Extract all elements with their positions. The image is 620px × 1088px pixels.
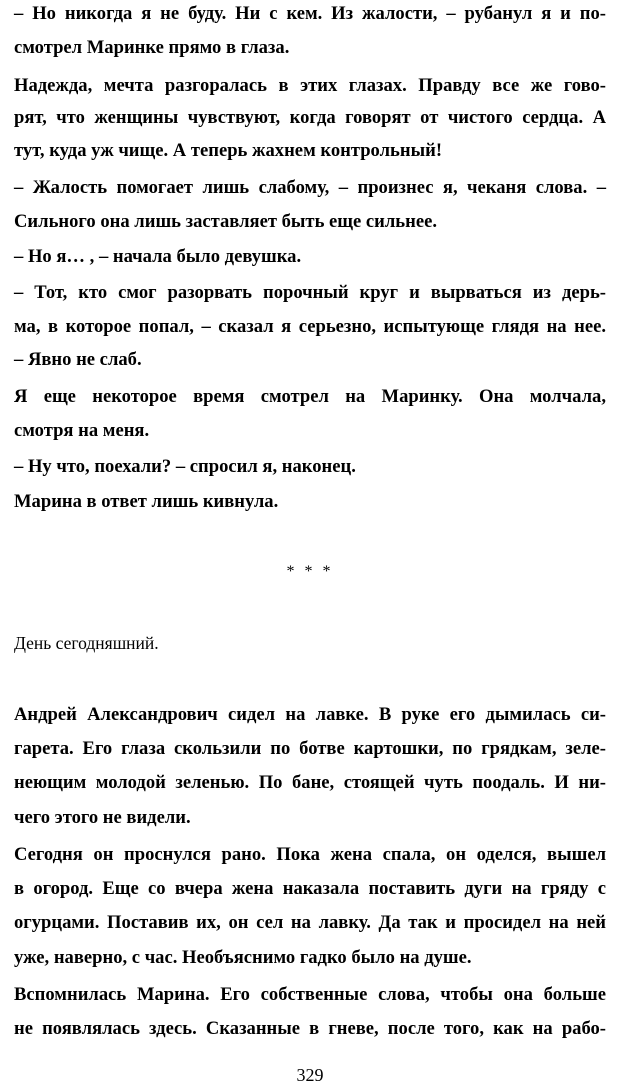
text-line: Сильного она лишь заставляет быть еще сильнее. <box>14 211 437 232</box>
page-number: 329 <box>296 1065 324 1085</box>
text-line: Андрей Александрович сидел на лавке. В руке его дымилась си- <box>14 704 606 725</box>
text-line: в огород. Еще со вчера жена наказала поставить дуги на гряду с <box>14 878 606 899</box>
scene-separator: * * * <box>286 563 334 580</box>
text-line: огурцами. Поставив их, он сел на лавку. Да так и просидел на ней <box>14 912 606 933</box>
text-line: Сегодня он проснулся рано. Пока жена спала, он оделся, вышел <box>14 844 606 865</box>
text-line: – Явно не слаб. <box>14 349 142 370</box>
text-line: ма, в которое попал, – сказал я серьезно, испытующе глядя на нее. <box>14 316 606 337</box>
text-line: не появлялась здесь. Сказанные в гневе, после того, как на рабо- <box>14 1018 606 1039</box>
text-line: – Жалость помогает лишь слабому, – произнес я, чеканя слова. – <box>14 177 606 198</box>
text-line: Я еще некоторое время смотрел на Маринку. Она молчала, <box>14 386 606 407</box>
text-line: гарета. Его глаза скользили по ботве картошки, по грядкам, зеле- <box>14 738 606 759</box>
text-line: Марина в ответ лишь кивнула. <box>14 491 279 512</box>
text-line: Надежда, мечта разгоралась в этих глазах. Правду все же гово- <box>14 75 606 96</box>
text-line: рят, что женщины чувствуют, когда говорят от чистого сердца. А <box>14 107 606 128</box>
text-line: смотрел Маринке прямо в глаза. <box>14 37 290 58</box>
text-line: тут, куда уж чище. А теперь жахнем контрольный! <box>14 140 443 161</box>
text-line: – Ну что, поехали? – спросил я, наконец. <box>14 456 356 477</box>
text-line: – Но я… , – начала было девушка. <box>14 246 302 267</box>
text-line: – Тот, кто смог разорвать порочный круг и вырваться из дерь- <box>14 282 606 303</box>
text-line: смотря на меня. <box>14 420 150 441</box>
text-line: чего этого не видели. <box>14 807 191 828</box>
text-line: Вспомнилась Марина. Его собственные слова, чтобы она больше <box>14 984 606 1005</box>
text-line: уже, наверно, с час. Необъяснимо гадко было на душе. <box>14 947 472 968</box>
text-line: – Но никогда я не буду. Ни с кем. Из жалости, – рубанул я и по- <box>14 3 606 24</box>
section-heading: День сегодняшний. <box>14 633 159 653</box>
text-line: неющим молодой зеленью. По бане, стоящей чуть поодаль. И ни- <box>14 772 606 793</box>
